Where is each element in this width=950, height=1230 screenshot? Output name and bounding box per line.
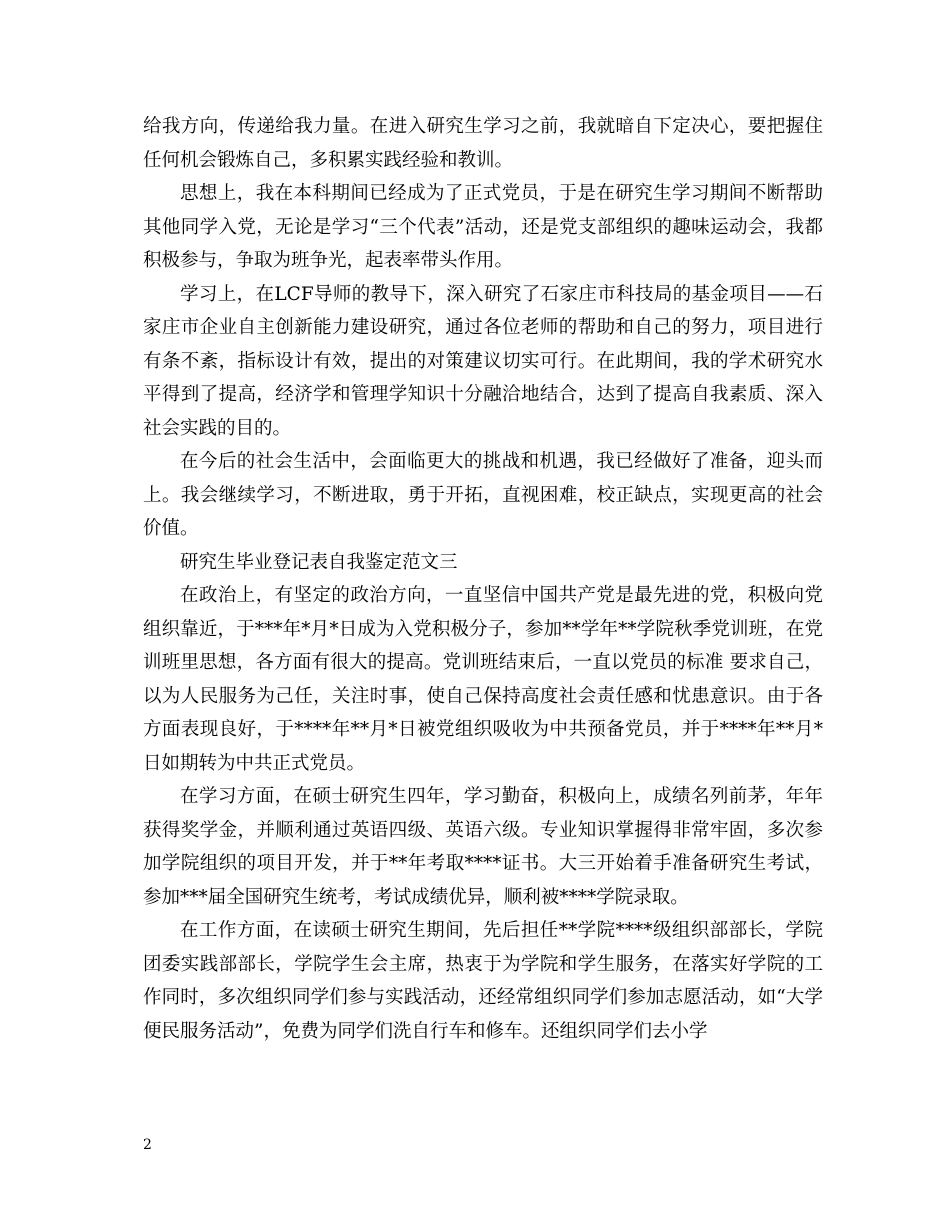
paragraph-work: 在工作方面，在读硕士研究生期间，先后担任**学院****级组织部部长，学院团委实践部部长，学院学生会主席，热衷于为学院和学生服务，在落实好学院的工作同时，多次组织同学们参与实践活动，还经常组织同学们参加志愿活动，如“大学便民服务活动”，免费为同学们洗自行车和修车。还组织同学们去小学 bbox=[143, 920, 823, 1042]
paragraph-future: 在今后的社会生活中，会面临更大的挑战和机遇，我已经做好了准备，迎头而上。我会继续学习，不断进取，勇于开拓，直视困难，校正缺点，实现更高的社会价值。 bbox=[143, 451, 823, 539]
section-heading: 研究生毕业登记表自我鉴定范文三 bbox=[180, 551, 458, 573]
page-number: 2 bbox=[143, 1137, 152, 1153]
paragraph-politics: 在政治上，有坚定的政治方向，一直坚信中国共产党是最先进的党，积极向党组织靠近，于***年*月*日成为入党积极分子，参加**学年**学院秋季党训班，在党训班里思想，各方面有很大的提高。党训班结束后，一直以党员的标准 要求自己，以为人民服务为己任，关注时事，使自己保持高度社会责任感和忧患意识。由于各方面表现良好，于****年**月*日被党组织吸收为中共预备党员，并于****年**月*日如期转为中共正式党员。 bbox=[143, 585, 823, 774]
paragraph-ideology: 思想上，我在本科期间已经成为了正式党员，于是在研究生学习期间不断帮助其他同学入党，无论是学习“三个代表”活动，还是党支部组织的趣味运动会，我都积极参与，争取为班争光，起表率带头作用。 bbox=[143, 183, 823, 271]
paragraph-study: 学习上，在LCF导师的教导下，深入研究了石家庄市科技局的基金项目——石家庄市企业自主创新能力建设研究，通过各位老师的帮助和自己的努力，项目进行有条不紊，指标设计有效，提出的对策建议切实可行。在此期间，我的学术研究水平得到了提高，经济学和管理学知识十分融洽地结合，达到了提高自我素质、深入社会实践的目的。 bbox=[143, 283, 823, 439]
paragraph-learning: 在学习方面，在硕士研究生四年，学习勤奋，积极向上，成绩名列前茅，年年获得奖学金，并顺利通过英语四级、英语六级。专业知识掌握得非常牢固，多次参加学院组织的项目开发，并于**年考取****证书。大三开始着手准备研究生考试，参加***届全国研究生统考，考试成绩优异，顺利被****学院录取。 bbox=[143, 786, 823, 908]
paragraph-continued: 给我方向，传递给我力量。在进入研究生学习之前，我就暗自下定决心，要把握住任何机会锻炼自己，多积累实践经验和教训。 bbox=[143, 116, 823, 171]
document-body bbox=[143, 110, 823, 1048]
